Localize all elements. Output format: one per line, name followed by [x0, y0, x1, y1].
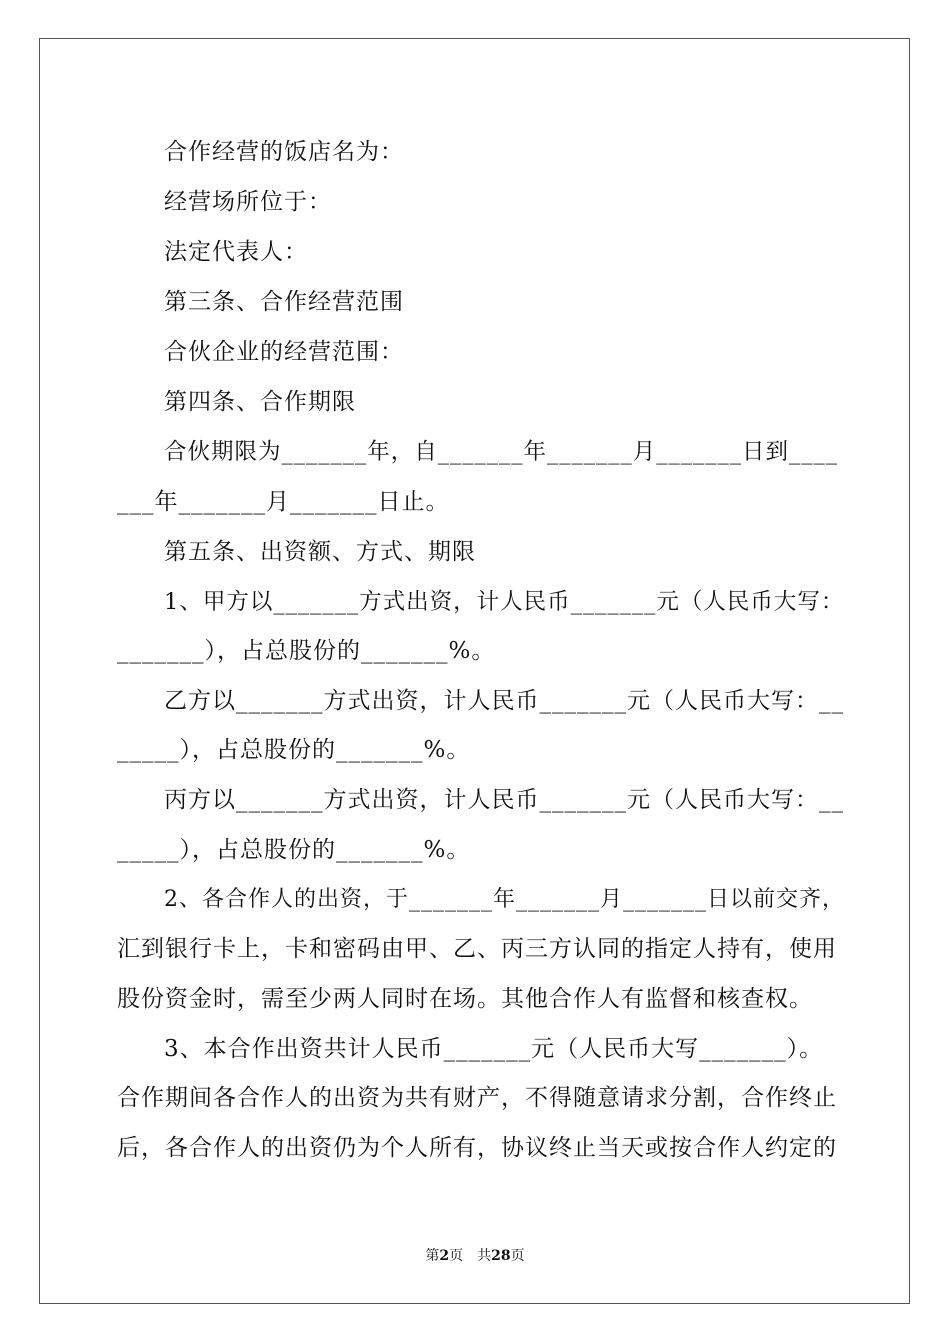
document-line: ___年_______月_______日止。	[117, 489, 450, 515]
footer-page-number: 2	[439, 1248, 450, 1264]
page-frame	[39, 38, 910, 1304]
page-footer	[0, 1245, 950, 1265]
document-line: 第三条、合作经营范围	[164, 289, 404, 315]
footer-page-suffix: 页	[510, 1248, 525, 1264]
document-line: 后，各合作人的出资仍为个人所有，协议终止当天或按合作人约定的	[117, 1135, 837, 1161]
document-line: 合伙企业的经营范围：	[164, 339, 404, 365]
document-line: 2、各合作人的出资，于_______年_______月_______日以前交齐，	[164, 887, 845, 912]
document-line: _______），占总股份的_______%。	[117, 638, 496, 664]
document-line: _____），占总股份的_______%。	[117, 837, 471, 863]
footer-page-mid: 页 共	[449, 1248, 492, 1264]
document-line: 经营场所位于：	[164, 189, 332, 215]
document-line: 丙方以_______方式出资，计人民币_______元（人民币大写：__	[164, 787, 844, 813]
document-line: _____），占总股份的_______%。	[117, 737, 471, 763]
document-line: 合作经营的饭店名为：	[164, 139, 404, 165]
document-line: 第五条、出资额、方式、期限	[164, 539, 476, 565]
document-line: 3、本合作出资共计人民币_______元（人民币大写_______）。	[164, 1036, 824, 1062]
document-line: 第四条、合作期限	[164, 389, 356, 415]
document-line: 1、甲方以_______方式出资，计人民币_______元（人民币大写：	[164, 589, 845, 615]
document-line: 法定代表人：	[164, 239, 308, 265]
footer-total-pages: 28	[491, 1248, 511, 1264]
document-line: 股份资金时，需至少两人同时在场。其他合作人有监督和核查权。	[117, 986, 813, 1012]
footer-page-prefix: 第	[425, 1248, 440, 1264]
document-line: 乙方以_______方式出资，计人民币_______元（人民币大写：__	[164, 688, 844, 714]
document-line: 合伙期限为_______年，自_______年_______月_______日到____	[164, 439, 839, 465]
document-line: 合作期间各合作人的出资为共有财产，不得随意请求分割，合作终止	[117, 1085, 837, 1111]
document-line: 汇到银行卡上，卡和密码由甲、乙、丙三方认同的指定人持有，使用	[117, 936, 837, 962]
